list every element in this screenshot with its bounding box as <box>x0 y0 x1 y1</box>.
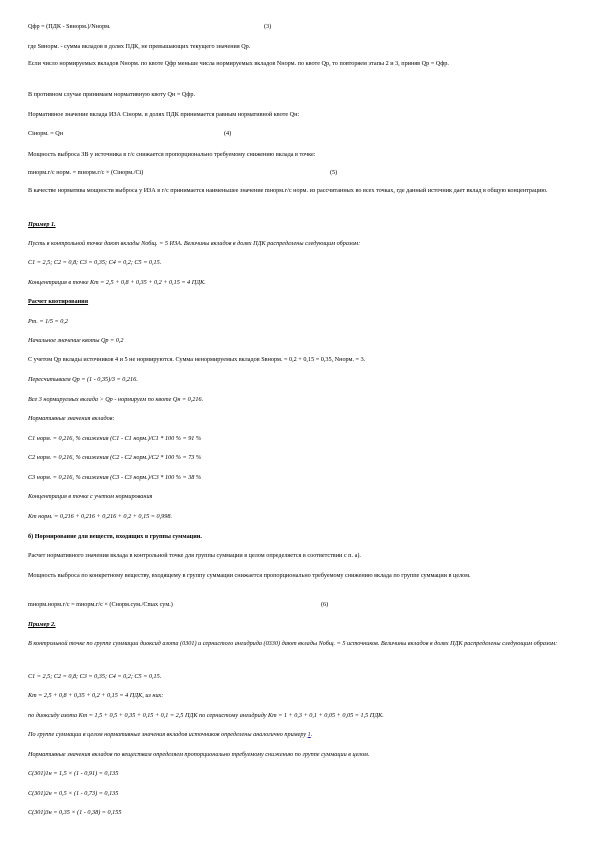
non-normed-sum: С учетом Qр вклады источников 4 и 5 не нормируются. Сумма ненормируемых вкладов Sвнорм. = 0,2 + 0,15 = 0,35, Nнорм. = 3. <box>28 356 366 363</box>
example-2-km: Km = 2,5 + 0,8 + 0,35 + 0,2 + 0,15 = 4 ПДК, из них: <box>28 692 164 699</box>
formula-5-number: (5) <box>330 169 338 176</box>
formula-3: Qфр = (ПДК - Sвнорм.)/Nнорм. <box>28 23 111 30</box>
quota-calc-heading: Расчет квотирования <box>28 298 89 305</box>
example-1-values: C1 = 2,5; C2 = 0,8; C3 = 0,35; C4 = 0,2; C5 = 0,15. <box>28 259 162 266</box>
c301-3n: C(301)3н = 0,35 × (1 - 0,38) = 0,155 <box>28 809 122 816</box>
formula-6: mнорм.норм.г/с = mнорм.г/с × (Cнорм.сум./Cmax сум.) <box>28 601 173 608</box>
normed-concentration-heading: Концентрация в точке с учетом нормирования <box>28 493 153 500</box>
example-2-intro: В контрольной точке по группе суммации диоксид азота (0301) и сернистого ангидрида (0330) дают вклады Nобщ. = 5 источников. Величины вкладов в долях ПДК распределены следующим образом: <box>28 640 558 647</box>
example-2-heading: Пример 2. <box>28 621 56 628</box>
formula-6-number: (6) <box>321 601 329 608</box>
example-1-concentration: Концентрация в точке Km = 2,5 + 0,8 + 0,35 + 0,2 + 0,15 = 4 ПДК. <box>28 279 206 286</box>
normative-values-heading: Нормативные значения вкладов: <box>28 415 115 422</box>
formula-4-number: (4) <box>224 130 232 137</box>
c3-norm: C3 норм. = 0,216, % снижения (C3 - C3 норм.)/C3 * 100 % = 38 % <box>28 474 202 481</box>
example-2-by-substance: по диоксиду азота Km = 1,5 + 0,5 + 0,35 + 0,15 + 0,1 = 2,5 ПДК по сернистому ангидриду Km = 1 + 0,3 + 0,1 + 0,05 + 0,05 = 1,5 ПДК. <box>28 712 384 719</box>
c2-norm: C2 норм. = 0,216, % снижения (C2 - C2 норм.)/C2 * 100 % = 73 % <box>28 454 202 461</box>
normed-by-quota: Все 3 нормируемых вклада > Qр - нормируем по квоте Qн = 0,216. <box>28 396 204 403</box>
formula-5: mнорм.г/с норм. = mнорм.г/с × (Ciнорм./Ci) <box>28 169 144 176</box>
group-summation-text: По группе суммации в целом нормативные значения вкладов источников определены аналогично примеру 1. <box>28 731 313 738</box>
quota-rule: В противном случае принимаем нормативную квоту Qн = Qфр. <box>28 91 196 98</box>
pm-formula: Pm. = 1/5 = 0,2 <box>28 318 68 325</box>
group-calc-text: Расчет нормативного значения вклада в контрольной точке для группы суммации в целом определяется в соответствии с п. а). <box>28 552 361 559</box>
emission-norm-text: В качестве норматива мощности выброса у ИЗА в г/с принимается наименьшее значение mнорм.г/с норм. из рассчитанных во всех точках, где данный источник дает вклад в общую концентрацию. <box>28 187 548 194</box>
group-emission-text: Мощность выброса по конкретному веществу, входящему в группу суммации снижается пропорционально требуемому снижению вклада по группе суммации в целом. <box>28 572 471 579</box>
example-2-values: C1 = 2,5; C2 = 0,8; C3 = 0,35; C4 = 0,2; C5 = 0,15. <box>28 673 162 680</box>
definition-sv: где Sвнорм. - сумма вкладов в долях ПДК, не превышающих текущего значения Qр. <box>28 43 251 50</box>
c1-norm: C1 норм. = 0,216, % снижения (C1 - C1 норм.)/C1 * 100 % = 91 % <box>28 435 202 442</box>
recalc-quota: Пересчитываем Qр = (1 - 0,35)/3 = 0,216. <box>28 376 138 383</box>
example-1-heading: Пример 1. <box>28 221 56 228</box>
initial-quota: Начальное значение квоты Qр = 0,2 <box>28 337 124 344</box>
section-b-heading: б) Нормирование для веществ, входящих в группы суммации. <box>28 533 202 540</box>
normative-contribution-text: Нормативное значение вклада ИЗА Ciнорм. в долях ПДК принимается равным нормативной квоте Qн: <box>28 111 300 118</box>
iteration-rule: Если число нормируемых вкладов Nнорм. по квоте Qфр меньше числа нормируемых вкладов Nнорм. по квоте Qр, то повторяем этапы 2 и 3, приняв Qр = Qфр. <box>28 60 449 67</box>
emission-reduction-text: Мощность выброса ЗВ у источника в г/с снижается пропорционально требуемому снижению вклада в точке: <box>28 151 316 158</box>
c301-2n: C(301)2н = 0,5 × (1 - 0,73) = 0,135 <box>28 790 119 797</box>
example-1-intro: Пусть в контрольной точке дают вклады Nобщ. = 5 ИЗА. Величины вкладов в долях ПДК распределены следующим образом: <box>28 240 361 247</box>
example-1-link[interactable]: 1 <box>307 731 311 738</box>
c301-1n: C(301)1н = 1,5 × (1 - 0,91) = 0,135 <box>28 770 119 777</box>
substance-norm-text: Нормативные значения вкладов по веществам определяем пропорционально требуемому снижению по группе суммации в целом. <box>28 751 370 758</box>
formula-4: Ciнорм. = Qн <box>28 130 64 137</box>
formula-3-number: (3) <box>264 23 272 30</box>
km-norm: Km норм. = 0,216 + 0,216 + 0,216 + 0,2 + 0,15 = 0,998. <box>28 513 172 520</box>
